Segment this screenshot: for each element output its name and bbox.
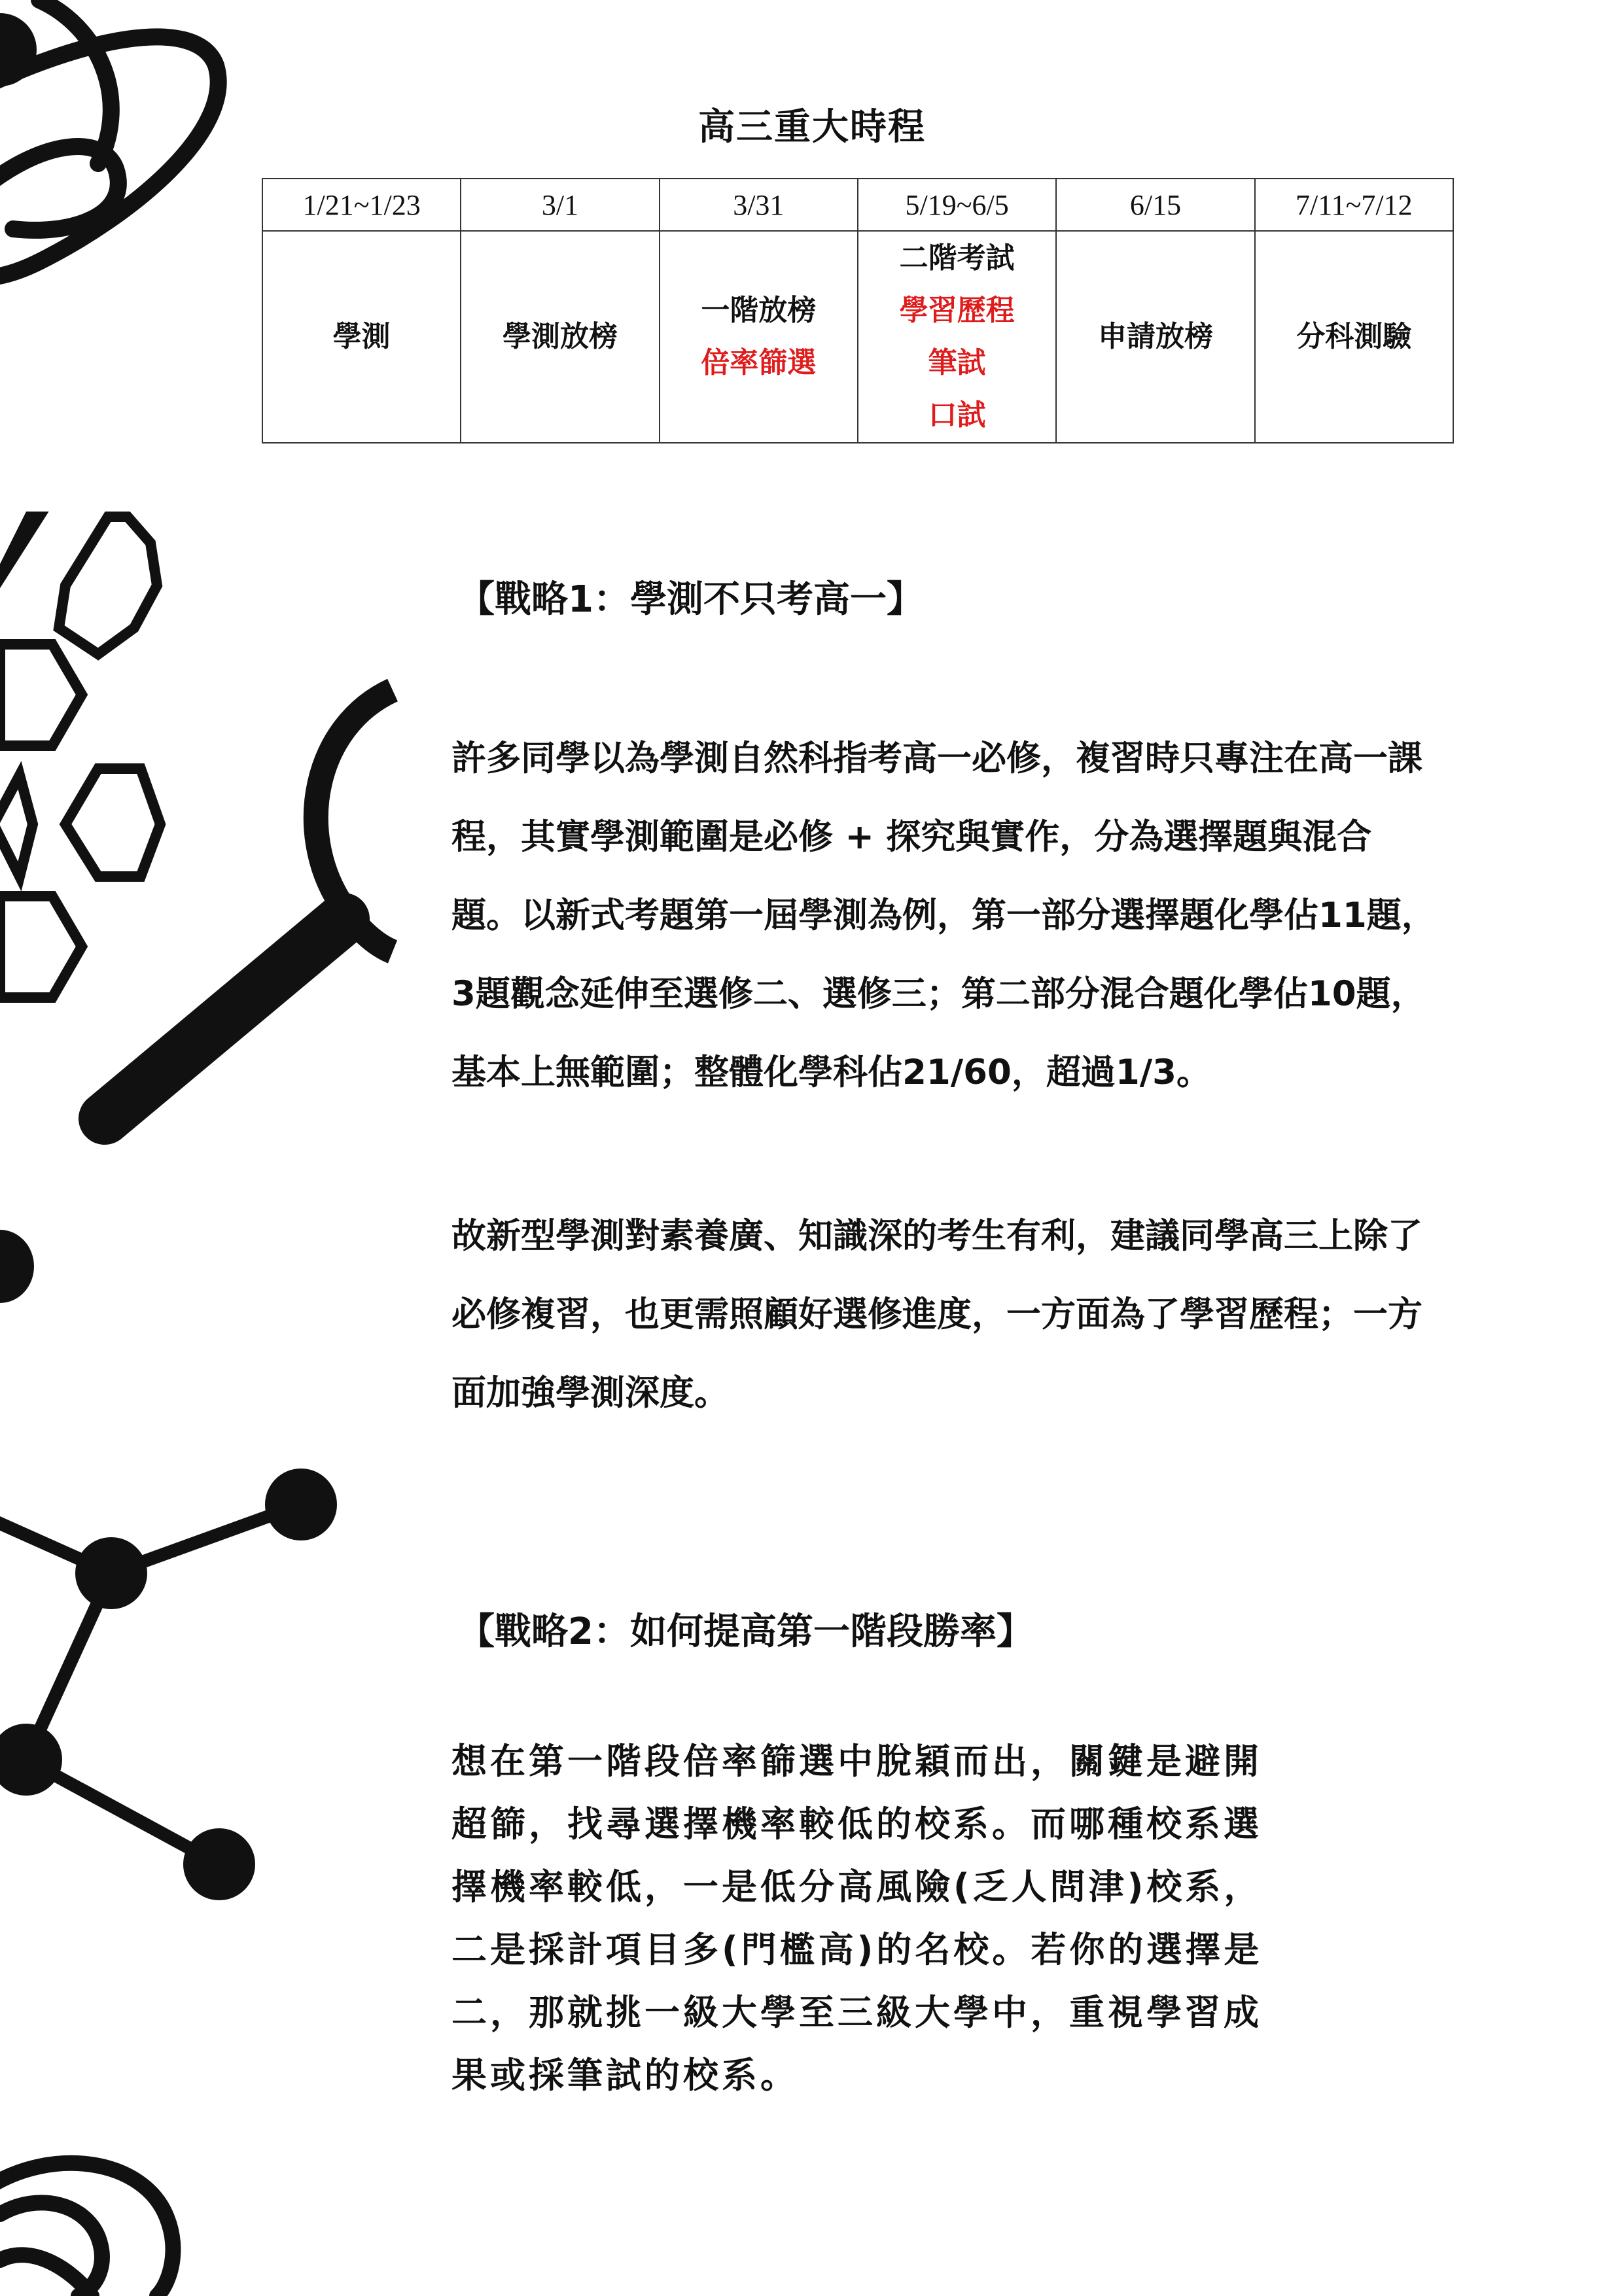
text-line: 3題觀念延伸至選修二、選修三；第二部分混合題化學佔10題， bbox=[451, 974, 1426, 1014]
event-label-highlight: 學習歷程 bbox=[899, 294, 1015, 327]
text-line: 擇機率較低，一是低分高風險(乏人問津)校系， bbox=[451, 1866, 1263, 1907]
strategy2-paragraph bbox=[451, 1730, 1262, 2107]
text-line: 二，那就挑一級大學至三級大學中，重視學習成 bbox=[451, 1992, 1262, 2033]
text-line: 果或採筆試的校系。 bbox=[451, 2055, 799, 2096]
molecule-icon bbox=[0, 1469, 337, 1900]
date-cell: 6/15 bbox=[1056, 179, 1254, 231]
hexagon-cluster-icon bbox=[0, 517, 160, 998]
date-cell: 3/31 bbox=[660, 179, 858, 231]
event-label-highlight: 倍率篩選 bbox=[701, 346, 817, 379]
text-line: 程，其實學測範圍是必修 + 探究與實作，分為選擇題與混合 bbox=[451, 817, 1372, 857]
page-title: 高三重大時程 bbox=[698, 106, 926, 148]
half-dot-icon bbox=[0, 1230, 34, 1303]
schedule-table bbox=[262, 178, 1454, 444]
strategy1-paragraph-1 bbox=[451, 720, 1436, 1112]
text-line: 基本上無範圍；整體化學科佔21/60，超過1/3。 bbox=[451, 1052, 1211, 1092]
event-label-highlight: 筆試 bbox=[928, 346, 986, 379]
text-line: 想在第一階段倍率篩選中脫穎而出，關鍵是避開 bbox=[451, 1741, 1262, 1782]
text-line: 許多同學以為學測自然科指考高一必修，複習時只專注在高一課 bbox=[451, 739, 1422, 778]
event-label-highlight: 口試 bbox=[928, 398, 986, 432]
magnifying-glass-icon bbox=[105, 690, 393, 1119]
event-cell bbox=[858, 231, 1056, 443]
event-cell: 學測 bbox=[262, 231, 461, 443]
event-row bbox=[262, 231, 1453, 443]
text-line: 題。以新式考題第一屆學測為例，第一部分選擇題化學佔11題， bbox=[451, 896, 1436, 935]
event-cell: 申請放榜 bbox=[1056, 231, 1254, 443]
event-cell bbox=[660, 231, 858, 443]
text-line: 面加強學測深度。 bbox=[451, 1373, 729, 1413]
date-cell: 3/1 bbox=[461, 179, 659, 231]
date-cell: 7/11~7/12 bbox=[1255, 179, 1453, 231]
event-cell: 分科測驗 bbox=[1255, 231, 1453, 443]
text-line: 二是採計項目多(門檻高)的名校。若你的選擇是 bbox=[451, 1929, 1263, 1970]
event-label: 二階考試 bbox=[899, 241, 1015, 275]
date-cell: 1/21~1/23 bbox=[262, 179, 461, 231]
event-cell: 學測放榜 bbox=[461, 231, 659, 443]
date-row bbox=[262, 179, 1453, 231]
text-line: 必修複習，也更需照顧好選修進度，一方面為了學習歷程；一方 bbox=[451, 1295, 1422, 1334]
atom-orbit-icon bbox=[0, 2163, 173, 2296]
event-label: 一階放榜 bbox=[701, 294, 817, 327]
strategy1-heading: 【戰略1：學測不只考高一】 bbox=[458, 578, 923, 621]
text-line: 超篩，找尋選擇機率較低的校系。而哪種校系選 bbox=[451, 1803, 1262, 1845]
strategy1-paragraph-2 bbox=[451, 1197, 1422, 1433]
date-cell: 5/19~6/5 bbox=[858, 179, 1056, 231]
half-dot-icon bbox=[0, 13, 37, 86]
text-line: 故新型學測對素養廣、知識深的考生有利，建議同學高三上除了 bbox=[451, 1216, 1422, 1256]
strategy2-heading: 【戰略2：如何提高第一階段勝率】 bbox=[458, 1610, 1033, 1653]
